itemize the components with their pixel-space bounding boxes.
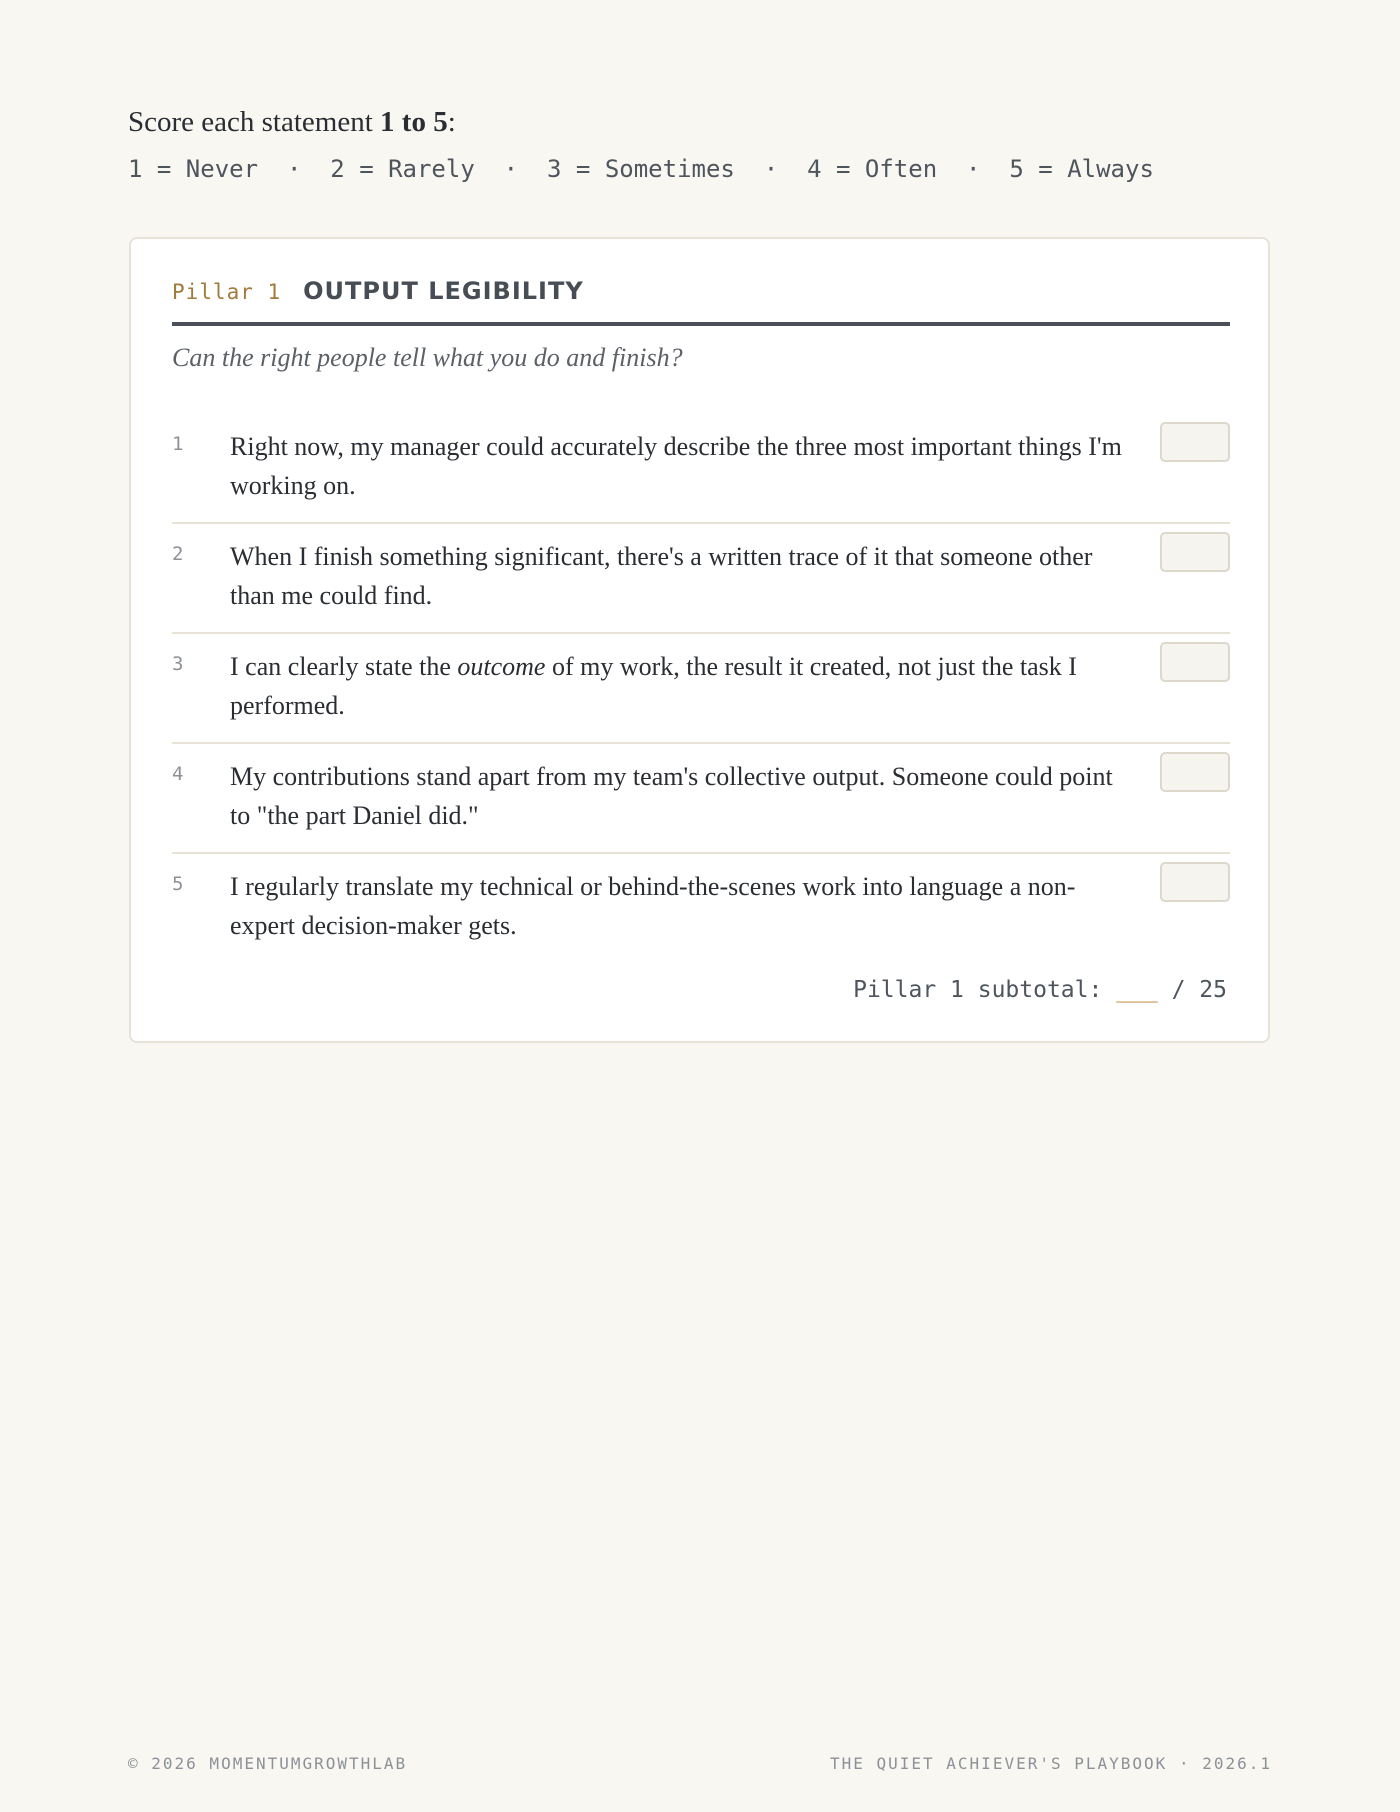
pillar-header [172, 277, 1230, 311]
score-input[interactable] [1160, 422, 1230, 462]
statement-text [230, 647, 1135, 725]
footer-copyright: © 2026 MOMENTUMGROWTHLAB [128, 1754, 408, 1773]
subtotal-label: Pillar 1 subtotal: [853, 977, 1117, 1003]
instructions-line [128, 102, 1272, 142]
statement-number: 2 [172, 543, 184, 565]
instructions-range: 1 to 5 [380, 106, 448, 138]
pillar-card [129, 237, 1270, 1043]
statement-list [172, 416, 1230, 964]
footer-edition: THE QUIET ACHIEVER'S PLAYBOOK · 2026.1 [829, 1754, 1272, 1773]
statement-text: My contributions stand apart from my team's collective output. Someone could point to "the part Daniel did." [230, 762, 1113, 830]
pillar-title: OUTPUT LEGIBILITY [303, 277, 584, 305]
statement-number: 1 [172, 433, 184, 455]
instructions-lead: Score each statement [128, 106, 381, 138]
statement-row [172, 856, 1230, 964]
statement-text-end: of my work, the result it created, not just the task I performed. [230, 652, 1077, 720]
score-input[interactable] [1160, 752, 1230, 792]
statement-row [172, 746, 1230, 854]
statement-row [172, 636, 1230, 744]
statement-number: 5 [172, 873, 184, 895]
scale-legend: 1 = Never · 2 = Rarely · 3 = Sometimes · 4 = Often · 5 = Always [128, 155, 1154, 183]
score-input[interactable] [1160, 862, 1230, 902]
statement-emphasis: outcome [457, 652, 546, 681]
instructions-trail: : [447, 106, 456, 138]
statement-text-start: I can clearly state the [230, 652, 458, 681]
scoring-instructions [128, 102, 1272, 186]
subtotal-blank: ___ [1116, 977, 1158, 1003]
statement-number: 4 [172, 763, 184, 785]
statement-text: Right now, my manager could accurately describe the three most important things I'm working on. [230, 432, 1122, 500]
pillar-divider [172, 322, 1230, 326]
subtotal-max: / 25 [1157, 977, 1227, 1003]
statement-number: 3 [172, 653, 184, 675]
statement-row [172, 526, 1230, 634]
statement-row [172, 416, 1230, 524]
pillar-number: Pillar 1 [172, 280, 282, 304]
score-input[interactable] [1160, 532, 1230, 572]
pillar-subtotal [853, 977, 1227, 1003]
pillar-question: Can the right people tell what you do and finish? [172, 343, 683, 372]
score-input[interactable] [1160, 642, 1230, 682]
statement-text: When I finish something significant, there's a written trace of it that someone other than me could find. [230, 542, 1093, 610]
statement-text: I regularly translate my technical or behind-the-scenes work into language a non-expert decision-maker gets. [230, 872, 1076, 940]
